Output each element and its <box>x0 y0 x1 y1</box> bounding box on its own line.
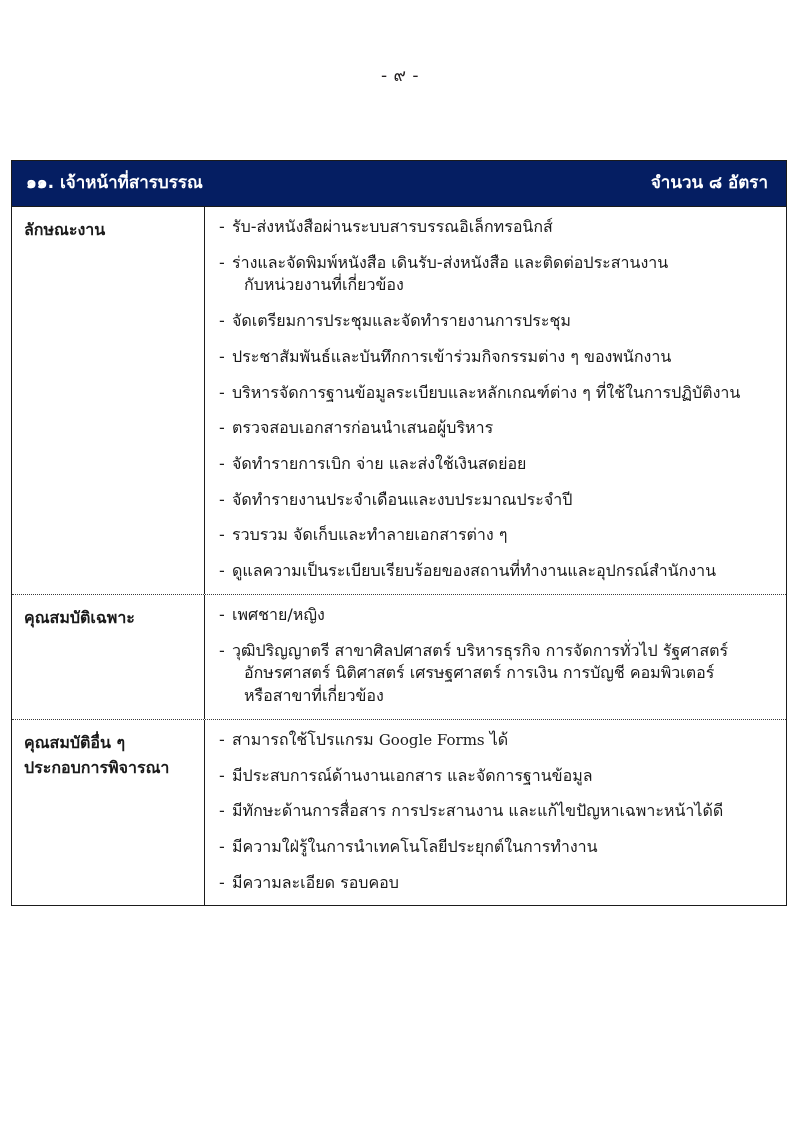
row-content <box>205 207 786 594</box>
bullet-dash-icon: - <box>219 729 225 749</box>
list-item-line: มีทักษะด้านการสื่อสาร การประสานงาน และแก้ไขปัญหาเฉพาะหน้าได้ดี <box>232 801 724 821</box>
list-item-text <box>232 800 778 823</box>
list-item-line: หรือสาขาที่เกี่ยวข้อง <box>244 686 384 706</box>
row-label-line: คุณสมบัติอื่น ๆ <box>24 732 126 752</box>
list-item-text <box>232 872 778 895</box>
list-item <box>219 729 778 752</box>
list-item-text <box>232 836 778 859</box>
list-item-text <box>232 382 778 405</box>
bullet-dash-icon: - <box>219 604 225 624</box>
bullet-dash-icon: - <box>219 346 225 366</box>
row-label-line: คุณสมบัติเฉพาะ <box>24 607 135 627</box>
list-item-text <box>232 216 778 239</box>
list-item-text <box>232 453 778 476</box>
list-item <box>219 252 778 297</box>
list-item-line: สามารถใช้โปรแกรม Google Forms ได้ <box>232 729 509 749</box>
list-item-text <box>232 346 778 369</box>
row-label <box>12 207 205 594</box>
list-item-line: ตรวจสอบเอกสารก่อนนำเสนอผู้บริหาร <box>232 418 494 438</box>
list-item <box>219 640 778 708</box>
list-item-text <box>232 310 778 333</box>
list-item-line: จัดเตรียมการประชุมและจัดทำรายงานการประชุม <box>232 311 571 331</box>
table-header-bar <box>12 161 786 207</box>
list-item-line: วุฒิปริญญาตรี สาขาศิลปศาสตร์ บริหารธุรกิจ การจัดการทั่วไป รัฐศาสตร์ <box>232 640 729 660</box>
list-item-line: รับ-ส่งหนังสือผ่านระบบสารบรรณอิเล็กทรอนิกส์ <box>232 217 553 236</box>
list-item-text <box>232 765 778 788</box>
row-content <box>205 595 786 719</box>
position-count: จำนวน ๘ อัตรา <box>650 172 768 193</box>
page-number: - ๙ - <box>380 66 420 86</box>
bullet-dash-icon: - <box>219 418 225 438</box>
list-item <box>219 524 778 547</box>
list-item <box>219 417 778 440</box>
bullet-dash-icon: - <box>219 765 225 785</box>
list-item-line: ร่างและจัดพิมพ์หนังสือ เดินรับ-ส่งหนังสือ และติดต่อประสานงาน <box>232 252 669 272</box>
row-label-line: ประกอบการพิจารณา <box>24 757 170 777</box>
latin-text: Google Forms <box>378 730 485 749</box>
bullet-dash-icon: - <box>219 525 225 545</box>
list-item-line: เพศชาย/หญิง <box>232 604 325 624</box>
bullet-dash-icon: - <box>219 640 225 660</box>
bullet-dash-icon: - <box>219 382 225 402</box>
list-item <box>219 872 778 895</box>
list-item-text <box>232 252 778 297</box>
list-item-line: บริหารจัดการฐานข้อมูลระเบียบและหลักเกณฑ์ต่าง ๆ ที่ใช้ในการปฏิบัติงาน <box>232 382 741 402</box>
bullet-dash-icon: - <box>219 454 225 474</box>
list-item-line: ประชาสัมพันธ์และบันทึกการเข้าร่วมกิจกรรมต่าง ๆ ของพนักงาน <box>232 346 672 366</box>
list-item-line: รวบรวม จัดเก็บและทำลายเอกสารต่าง ๆ <box>232 525 508 545</box>
list-item-text <box>232 640 778 708</box>
list-item <box>219 489 778 512</box>
list-item-line: จัดทำรายงานประจำเดือนและงบประมาณประจำปี <box>232 489 573 509</box>
list-item <box>219 800 778 823</box>
list-item <box>219 836 778 859</box>
list-item <box>219 346 778 369</box>
list-item-line: มีประสบการณ์ด้านงานเอกสาร และจัดการฐานข้อมูล <box>232 765 593 785</box>
list-item-line: มีความใฝ่รู้ในการนำเทคโนโลยีประยุกต์ในการทำงาน <box>232 836 598 856</box>
list-item <box>219 216 778 239</box>
table-row <box>12 207 786 595</box>
row-label <box>12 595 205 719</box>
list-item <box>219 604 778 627</box>
list-item-line: มีความละเอียด รอบคอบ <box>232 872 399 892</box>
position-title: ๑๑. เจ้าหน้าที่สารบรรณ <box>26 172 203 193</box>
bullet-dash-icon: - <box>219 836 225 856</box>
list-item <box>219 453 778 476</box>
row-content <box>205 720 786 906</box>
list-item <box>219 310 778 333</box>
table-row <box>12 720 786 906</box>
list-item-line: อักษรศาสตร์ นิติศาสตร์ เศรษฐศาสตร์ การเงิน การบัญชี คอมพิวเตอร์ <box>244 663 715 683</box>
list-item-line: กับหน่วยงานที่เกี่ยวข้อง <box>244 275 404 295</box>
bullet-dash-icon: - <box>219 311 225 331</box>
table-body <box>12 207 786 905</box>
list-item-text <box>232 417 778 440</box>
bullet-dash-icon: - <box>219 489 225 509</box>
list-item <box>219 560 778 583</box>
list-item <box>219 382 778 405</box>
list-item-text <box>232 729 778 752</box>
row-label-line: ลักษณะงาน <box>24 220 106 239</box>
job-position-table <box>11 160 787 906</box>
row-label <box>12 720 205 906</box>
list-item-text <box>232 560 778 583</box>
list-item-text <box>232 604 778 627</box>
list-item <box>219 765 778 788</box>
list-item-line: จัดทำรายการเบิก จ่าย และส่งใช้เงินสดย่อย <box>232 454 527 474</box>
list-item-line: ดูแลความเป็นระเบียบเรียบร้อยของสถานที่ทำงานและอุปกรณ์สำนักงาน <box>232 561 717 581</box>
table-row <box>12 595 786 720</box>
bullet-dash-icon: - <box>219 217 225 236</box>
bullet-dash-icon: - <box>219 872 225 892</box>
bullet-dash-icon: - <box>219 561 225 581</box>
bullet-dash-icon: - <box>219 252 225 272</box>
bullet-dash-icon: - <box>219 801 225 821</box>
list-item-text <box>232 524 778 547</box>
list-item-text <box>232 489 778 512</box>
